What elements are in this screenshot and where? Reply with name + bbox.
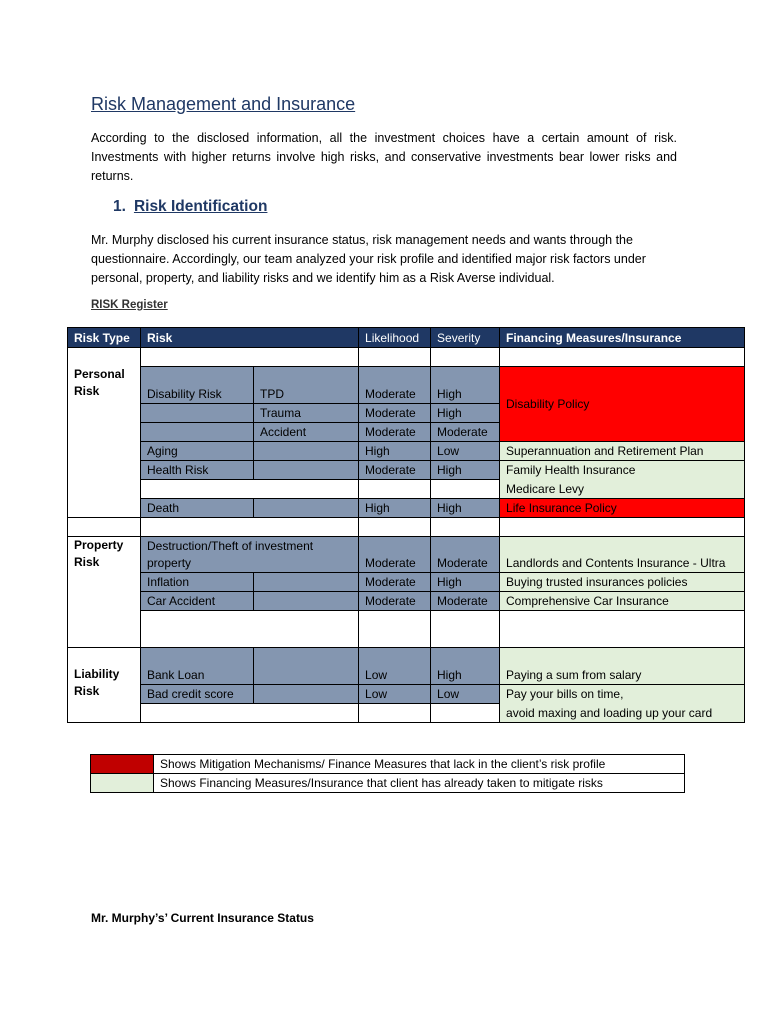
category-liability: Liability Risk	[68, 648, 141, 723]
header-risk-type: Risk Type	[68, 328, 141, 348]
risk-cell: Health Risk	[141, 461, 254, 480]
risk-subcell: Trauma	[254, 404, 359, 423]
likelihood-cell: Moderate	[359, 461, 431, 480]
life-policy-cell: Life Insurance Policy	[500, 499, 745, 518]
legend-row-red	[91, 755, 685, 774]
risk-cell: Bad credit score	[141, 685, 254, 704]
measure-cell: Superannuation and Retirement Plan	[500, 442, 745, 461]
legend-text-red: Shows Mitigation Mechanisms/ Finance Measures that lack in the client’s risk profile	[154, 755, 685, 774]
table-row	[68, 537, 745, 573]
header-risk: Risk	[141, 328, 359, 348]
risk-cell: Bank Loan	[141, 666, 254, 685]
likelihood-cell: Moderate	[359, 423, 431, 442]
color-legend	[90, 754, 685, 793]
legend-swatch-green	[91, 774, 154, 793]
risk-subcell: TPD	[254, 385, 359, 404]
measure-cell: Landlords and Contents Insurance - Ultra	[500, 537, 745, 573]
table-row	[68, 348, 745, 367]
likelihood-cell: Moderate	[359, 385, 431, 404]
measure-cell: Comprehensive Car Insurance	[500, 592, 745, 611]
likelihood-cell: Low	[359, 685, 431, 704]
table-row	[68, 685, 745, 704]
table-row	[68, 704, 745, 723]
risk-subcell: Accident	[254, 423, 359, 442]
severity-cell: High	[431, 461, 500, 480]
table-row	[68, 442, 745, 461]
table-row	[68, 461, 745, 480]
severity-cell: Moderate	[431, 537, 500, 573]
severity-cell: High	[431, 666, 500, 685]
measure-cell: Paying a sum from salary	[500, 666, 745, 685]
category-personal: Personal Risk	[68, 348, 141, 518]
legend-text-green: Shows Financing Measures/Insurance that client has already taken to mitigate risks	[154, 774, 685, 793]
measure-cell: Medicare Levy	[500, 480, 745, 499]
table-row	[68, 648, 745, 667]
risk-register-label: RISK Register	[91, 299, 168, 311]
likelihood-cell: Moderate	[359, 573, 431, 592]
table-row	[68, 611, 745, 648]
severity-cell: Moderate	[431, 423, 500, 442]
legend-row-green	[91, 774, 685, 793]
severity-cell: High	[431, 573, 500, 592]
measure-cell: Buying trusted insurances policies	[500, 573, 745, 592]
measure-cell: Family Health Insurance	[500, 461, 745, 480]
header-financing: Financing Measures/Insurance	[500, 328, 745, 348]
severity-cell: Low	[431, 685, 500, 704]
risk-cell: Destruction/Theft of investment property	[141, 537, 359, 573]
table-row	[68, 518, 745, 537]
severity-cell: High	[431, 404, 500, 423]
header-likelihood: Likelihood	[359, 328, 431, 348]
risk-register-table	[67, 327, 745, 723]
likelihood-cell: Low	[359, 666, 431, 685]
severity-cell: Low	[431, 442, 500, 461]
risk-cell: Car Accident	[141, 592, 254, 611]
table-row	[68, 480, 745, 499]
section-number: 1.	[113, 198, 126, 215]
section-paragraph: Mr. Murphy disclosed his current insurance status, risk management needs and wants through the questionnaire. Accordingly, our team analyzed your risk profile and identified major risk factors under personal, property, and liability risks and we identify him as a Risk Averse individual.	[91, 233, 646, 285]
severity-cell: High	[431, 385, 500, 404]
table-row	[68, 367, 745, 386]
header-severity: Severity	[431, 328, 500, 348]
page-title: Risk Management and Insurance	[91, 94, 356, 114]
table-row	[68, 666, 745, 685]
severity-cell: High	[431, 499, 500, 518]
intro-paragraph: According to the disclosed information, all the investment choices have a certain amount of risk. Investments with higher returns involve high risks, and conservative investments bear lower risks and returns.	[91, 131, 677, 183]
measure-cell: avoid maxing and loading up your card	[500, 704, 745, 723]
legend-swatch-red	[91, 755, 154, 774]
risk-cell: Death	[141, 499, 254, 518]
risk-cell: Aging	[141, 442, 254, 461]
likelihood-cell: High	[359, 442, 431, 461]
section-title: Risk Identification	[133, 198, 268, 215]
likelihood-cell: Moderate	[359, 592, 431, 611]
insurance-status-label: Mr. Murphy’s’ Current Insurance Status	[91, 911, 314, 925]
measure-cell: Pay your bills on time,	[500, 685, 745, 704]
table-row	[68, 592, 745, 611]
section-heading	[113, 198, 267, 216]
disability-policy-cell: Disability Policy	[500, 367, 745, 442]
risk-cell: Inflation	[141, 573, 254, 592]
category-property: Property Risk	[68, 537, 141, 648]
likelihood-cell: Moderate	[359, 404, 431, 423]
severity-cell: Moderate	[431, 592, 500, 611]
table-row	[68, 499, 745, 518]
likelihood-cell: Moderate	[359, 537, 431, 573]
risk-cell: Disability Risk	[141, 385, 254, 404]
table-row	[68, 573, 745, 592]
table-header-row	[68, 328, 745, 348]
risk-cell	[141, 367, 254, 386]
likelihood-cell: High	[359, 499, 431, 518]
